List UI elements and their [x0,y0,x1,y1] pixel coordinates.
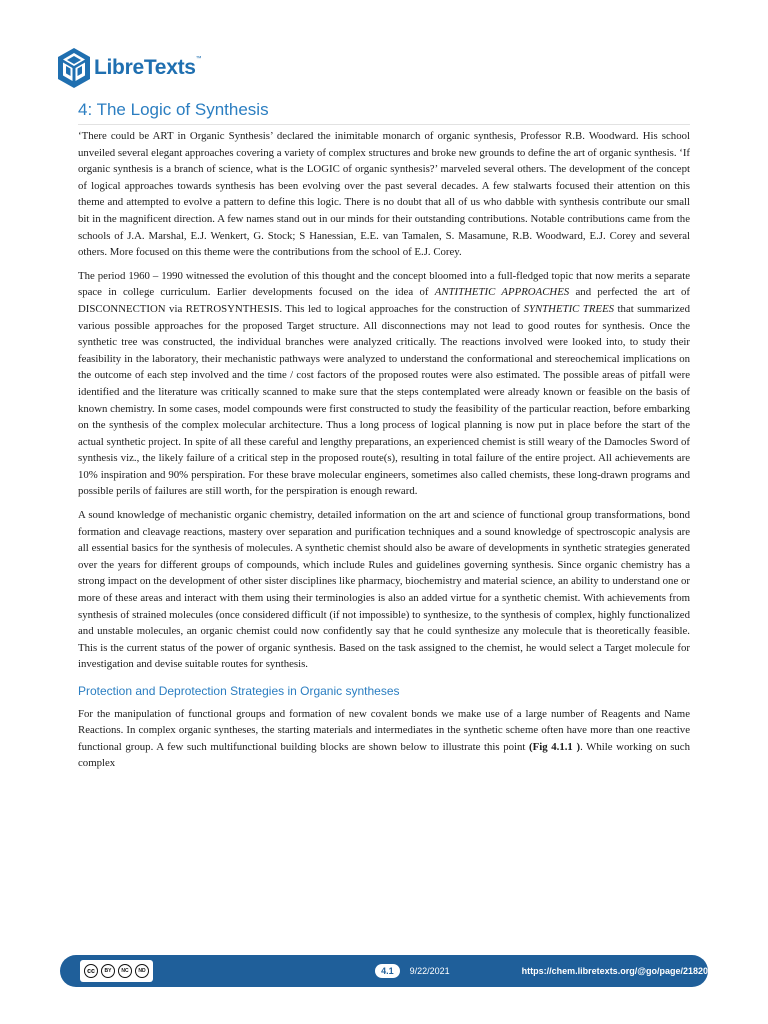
libretexts-logo[interactable] [56,46,206,90]
figure-reference[interactable]: (Fig 4.1.1 ) [529,740,581,753]
section-heading: Protection and Deprotection Strategies in Organic syntheses [78,684,400,698]
cc-icon: cc [84,964,98,978]
paragraph-3: A sound knowledge of mechanistic organic chemistry, detailed information on the art and science of functional group transformations, bond formation and cleavage reactions, mastery over separation and purification techniques and a sound knowledge of spectroscopic analysis are all essential basics for the synthesis of molecules. A synthetic chemist should also be aware of developments in synthetic strategies generated over the years for different groups of compounds, which include Rules and guidelines governing synthesis. Since organic chemistry has a strong impact on the development of other sister disciplines like pharmacy, biochemistry and material science, an ability to understand one or more of these areas and interact with them using their terminologies is also an added virtue for a synthetic chemist. With achievements from synthesis of strained molecules (once considered difficult (if not impossible) to synthesize, to the synthesis of complex, highly functionalized and unstable molecules, an organic chemist could now confidently say that he could synthesize any molecule that is theoretically feasible. This is the current status of the power of organic synthesis. Based on the task assigned to the chemist, he would select a Target molecule for investigation and devise suitable routes for synthesis. [78,509,690,671]
footer-url-link[interactable]: https://chem.libretexts.org/@go/page/21820 [521,966,708,976]
paragraph-2: The period 1960 – 1990 witnessed the evolution of this thought and the concept bloomed into a full-fledged topic that now merits a separate space in college curriculum. Earlier developments focused on the idea of ANTITHETIC APPROACHES and perfected the art of DISCONNECTION via RETROSYNTHESIS. This led to logical approaches for the construction of SYNTHETIC TREES that summarized various possible approaches for the proposed Target structure. All disconnections may not lead to good routes for synthesis. Once the synthetic tree was constructed, the individual branches were analyzed critically. The reactions involved were looked into, to study their feasibility in the laboratory, their mechanistic pathways were analyzed to understand the conformational and stereochemical implications on the outcome of each step involved and the time / cost factors of the proposed routes were also estimated. The possible areas of pitfall were identified and the literature was critically scanned to make sure that the steps contemplated were already known or feasible on the basis of known chemistry. In some cases, model compounds were first constructed to study the feasibility of the particular reaction, before embarking on the synthesis of the complex molecular architecture. Thus a long process of logical planning is now put in place before the start of the actual synthetic project. In spite of all these careful and lengthy preparations, an experienced chemist is still weary of the Damocles Sword of synthesis viz., the likely failure of a critical step in the proposed route(s), resulting in total failure of the entire project. All achievements are 10% inspiration and 90% perspiration. For these brave molecular engineers, sometimes also called chemists, these long-drawn programs and possible perils of failures are still worth, for the perspiration is enough reward. [78,269,690,498]
paragraph-4: For the manipulation of functional groups and formation of new covalent bonds we make use of a large number of Reagents and Name Reactions. In complex organic syntheses, the starting materials and intermediates in the synthetic scheme often have more than one reactive functional group. A few such multifunctional building blocks are shown below to illustrate this point (Fig 4.1.1 ). While working on such complex [78,707,690,770]
emphasis-antithetic: ANTITHETIC APPROACHES [434,286,570,299]
footer-bar [60,955,708,987]
page-title: 4: The Logic of Synthesis [78,100,690,125]
nd-icon: ND [135,964,149,978]
article-body [78,128,690,779]
paragraph-1: ‘There could be ART in Organic Synthesis’ declared the inimitable monarch of organic synthesis, Professor R.B. Woodward. His school unveiled several elegant approaches covering a variety of complex structures and broke new grounds to define the art of organic synthesis. ‘If organic synthesis is a branch of science, what is the LOGIC of organic synthesis?’ marveled several others. The development of the concept of logical approaches towards synthesis has been evolving over the past several decades. A few stalwarts focused their attention on this theme and attempted to evolve a pattern to define this logic. There is no doubt that all of us who dabble with synthesis contribute our small bit in the magnificent direction. A few names stand out in our minds for their outstanding contributions. Notable contributions came from the schools of J.A. Marshal, E.J. Wenkert, G. Stock; S Hanessian, E.E. van Tamalen, S. Masamune, R.B. Woodward, E.J. Corey and several others. More focused on this theme were the contributions from the school of E.J. Corey. [78,130,691,259]
libretexts-cube-icon [56,47,92,89]
page-number: 4.1 [375,964,400,978]
footer-date: 9/22/2021 [409,966,450,976]
logo-wordmark: LibreTexts™ [94,56,202,79]
nc-icon: NC [118,964,132,978]
by-icon: BY [101,964,115,978]
cc-license-badge[interactable] [80,960,153,982]
emphasis-synthetic-trees: SYNTHETIC TREES [523,302,615,315]
